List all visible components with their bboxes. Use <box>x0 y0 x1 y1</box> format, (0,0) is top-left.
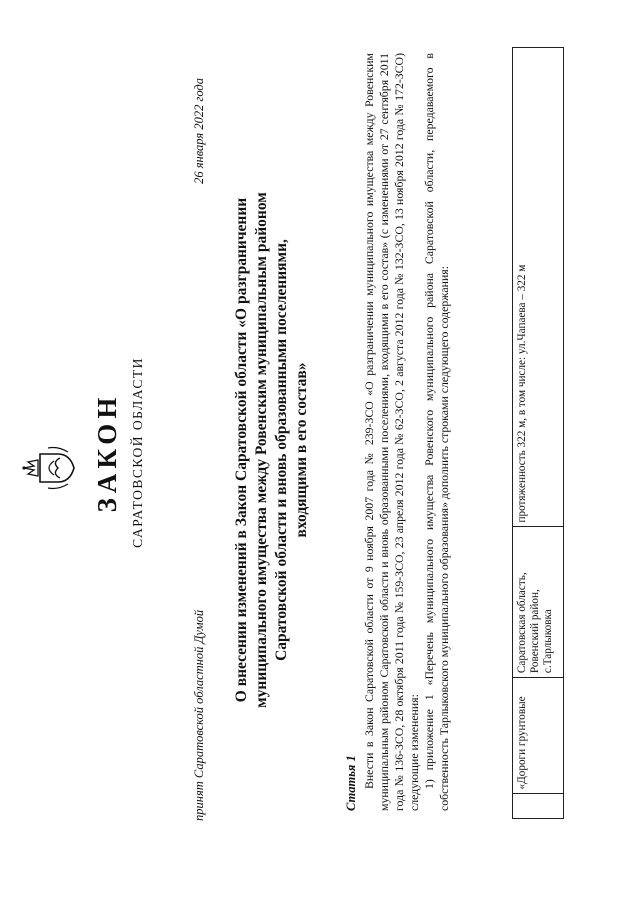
law-heading <box>232 105 312 795</box>
law-title: ЗАКОН <box>92 392 122 513</box>
table-row <box>513 48 564 819</box>
heading-line: входящими в его состав» <box>293 362 310 538</box>
article-paragraph: 1) приложение 1 «Перечень муниципального имущества Ровенского муниципального района Саратовской области, передаваемого в собственность Тарлыковского муниципального образования» дополнить строками следующего содержания: <box>422 53 451 811</box>
table-cell: протяженность 322 м, в том числе: ул.Чапаева – 322 м <box>513 48 564 528</box>
heading-line: Саратовской области и вновь образованными поселениями, <box>273 239 290 661</box>
article-label: Статья 1 <box>344 755 358 811</box>
article-body <box>362 53 452 811</box>
article-paragraph: Внести в Закон Саратовской области от 9 ноября 2007 года № 239-ЗСО «О разграничении муниципального имущества между Ровенским муниципальным районом Саратовской области и вновь образованными поселениями, входящими в его состав» (с изменениями от 27 сентября 2011 года № 136-ЗСО, 28 октября 2011 года № 159-ЗСО, 23 апреля 2012 года № 62-ЗСО, 2 августа 2012 года № 132-ЗСО, 13 ноября 2012 года № 172-ЗСО) следующие изменения: <box>362 53 421 811</box>
heading-line: муниципального имущества между Ровенским муниципальным районом <box>253 192 270 708</box>
amendment-table <box>512 47 564 819</box>
adoption-date: 26 января 2022 года <box>192 78 206 184</box>
adoption-note: принят Саратовской областной Думой <box>192 609 206 821</box>
heading-line: О внесении изменений в Закон Саратовской области «О разграничении <box>233 197 250 703</box>
table-cell: Саратовская область, Ровенский район, с.Тарлыковка <box>513 527 564 678</box>
table-cell: «Дороги грунтовые <box>513 678 564 794</box>
table-cell <box>513 794 564 819</box>
coat-of-arms-icon <box>18 444 76 492</box>
region-subtitle: САРАТОВСКОЙ ОБЛАСТИ <box>130 357 145 548</box>
